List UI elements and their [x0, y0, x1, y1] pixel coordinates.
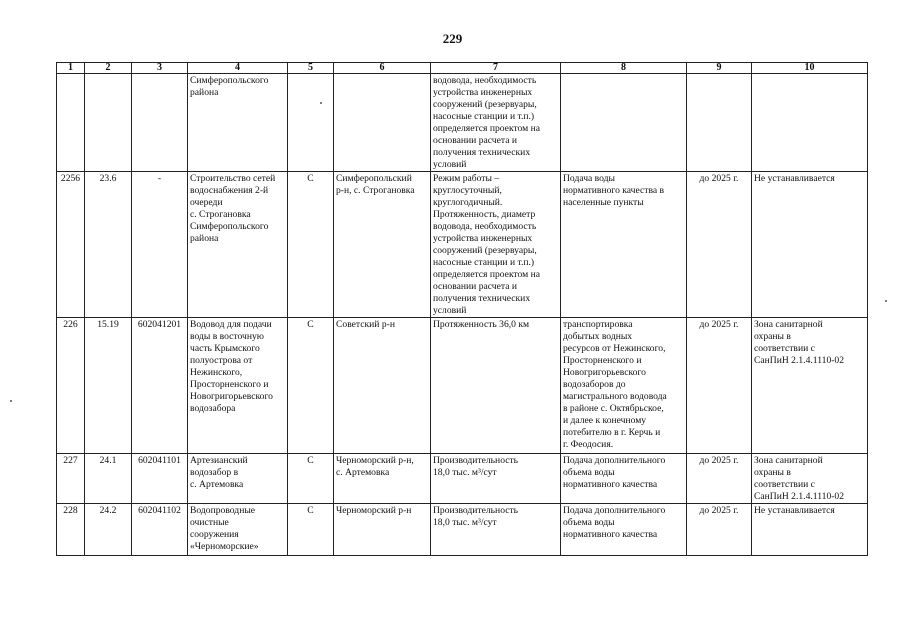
cell-status	[288, 74, 334, 172]
cell-location: Черноморский р-н	[334, 504, 431, 556]
cell-object-name: Строительство сетей водоснабжения 2-й очереди с. Строгановка Симферопольского района	[188, 172, 288, 318]
cell-purpose: Подача воды нормативного качества в населенные пункты	[561, 172, 687, 318]
col-header-2: 2	[85, 63, 132, 74]
cell-number: 226	[57, 318, 85, 454]
cell-characteristics: Производительность 18,0 тыс. м³/сут	[431, 454, 561, 504]
cell-characteristics: водовода, необходимость устройства инженерных сооружений (резервуары, насосные станции и т.п.) определяется проектом на основании расчета и получения технических условий	[431, 74, 561, 172]
cell-object-name: Симферопольского района	[188, 74, 288, 172]
cell-number	[57, 74, 85, 172]
cell-characteristics: Режим работы – круглосуточный, круглогодичный. Протяженность, диаметр водовода, необходимость устройства инженерных сооружений (резервуары, насосные станции и т.п.) определяется проектом на основании расчета и получения технических условий	[431, 172, 561, 318]
cell-purpose: транспортировка добытых водных ресурсов от Нежинского, Просторненского и Новогригорьевского водозаборов до магистрального водовода в районе с. Октябрьское, и далее к конечному потебителю в г. Керчь и г. Феодосия.	[561, 318, 687, 454]
table-row	[57, 504, 868, 556]
cell-object-name: Водопроводные очистные сооружения «Черноморские»	[188, 504, 288, 556]
cell-number: 2256	[57, 172, 85, 318]
cell-code: 602041101	[132, 454, 188, 504]
cell-scheme-number: 24.1	[85, 454, 132, 504]
cell-status: С	[288, 504, 334, 556]
cell-deadline: до 2025 г.	[687, 318, 752, 454]
cell-purpose: Подача дополнительного объема воды нормативного качества	[561, 504, 687, 556]
table-row	[57, 74, 868, 172]
cell-object-name: Водовод для подачи воды в восточную часть Крымского полуострова от Нежинского, Просторненского и Новогригорьевского водозабора	[188, 318, 288, 454]
cell-purpose	[561, 74, 687, 172]
register-table	[56, 62, 868, 556]
cell-object-name: Артезианский водозабор в с. Артемовка	[188, 454, 288, 504]
col-header-4: 4	[188, 63, 288, 74]
col-header-10: 10	[752, 63, 868, 74]
cell-status: С	[288, 454, 334, 504]
cell-scheme-number: 15.19	[85, 318, 132, 454]
cell-scheme-number: 23.6	[85, 172, 132, 318]
cell-scheme-number: 24.2	[85, 504, 132, 556]
cell-code: 602041201	[132, 318, 188, 454]
page-number: 229	[442, 31, 463, 46]
cell-deadline: до 2025 г.	[687, 504, 752, 556]
cell-number: 227	[57, 454, 85, 504]
col-header-3: 3	[132, 63, 188, 74]
cell-characteristics: Протяженность 36,0 км	[431, 318, 561, 454]
col-header-1: 1	[57, 63, 85, 74]
cell-zone: Не устанавливается	[752, 172, 868, 318]
col-header-6: 6	[334, 63, 431, 74]
col-header-5: 5	[288, 63, 334, 74]
cell-deadline	[687, 74, 752, 172]
cell-zone: Не устанавливается	[752, 504, 868, 556]
cell-purpose: Подача дополнительного объема воды нормативного качества	[561, 454, 687, 504]
cell-deadline: до 2025 г.	[687, 454, 752, 504]
cell-zone: Зона санитарной охраны в соответствии с СанПиН 2.1.4.1110-02	[752, 454, 868, 504]
scan-speck	[885, 300, 887, 302]
cell-code: 602041102	[132, 504, 188, 556]
col-header-7: 7	[431, 63, 561, 74]
cell-scheme-number	[85, 74, 132, 172]
table-row	[57, 454, 868, 504]
cell-location: Советский р-н	[334, 318, 431, 454]
cell-status: С	[288, 172, 334, 318]
scan-speck	[10, 400, 12, 402]
cell-number: 228	[57, 504, 85, 556]
table-row	[57, 172, 868, 318]
cell-zone: Зона санитарной охраны в соответствии с СанПиН 2.1.4.1110-02	[752, 318, 868, 454]
col-header-9: 9	[687, 63, 752, 74]
cell-code: -	[132, 172, 188, 318]
table-row	[57, 318, 868, 454]
header-row	[57, 63, 868, 74]
cell-characteristics: Производительность 18,0 тыс. м³/сут	[431, 504, 561, 556]
cell-status: С	[288, 318, 334, 454]
cell-location	[334, 74, 431, 172]
cell-code	[132, 74, 188, 172]
cell-deadline: до 2025 г.	[687, 172, 752, 318]
cell-location: Черноморский р-н, с. Артемовка	[334, 454, 431, 504]
cell-location: Симферопольский р-н, с. Строгановка	[334, 172, 431, 318]
col-header-8: 8	[561, 63, 687, 74]
cell-zone	[752, 74, 868, 172]
